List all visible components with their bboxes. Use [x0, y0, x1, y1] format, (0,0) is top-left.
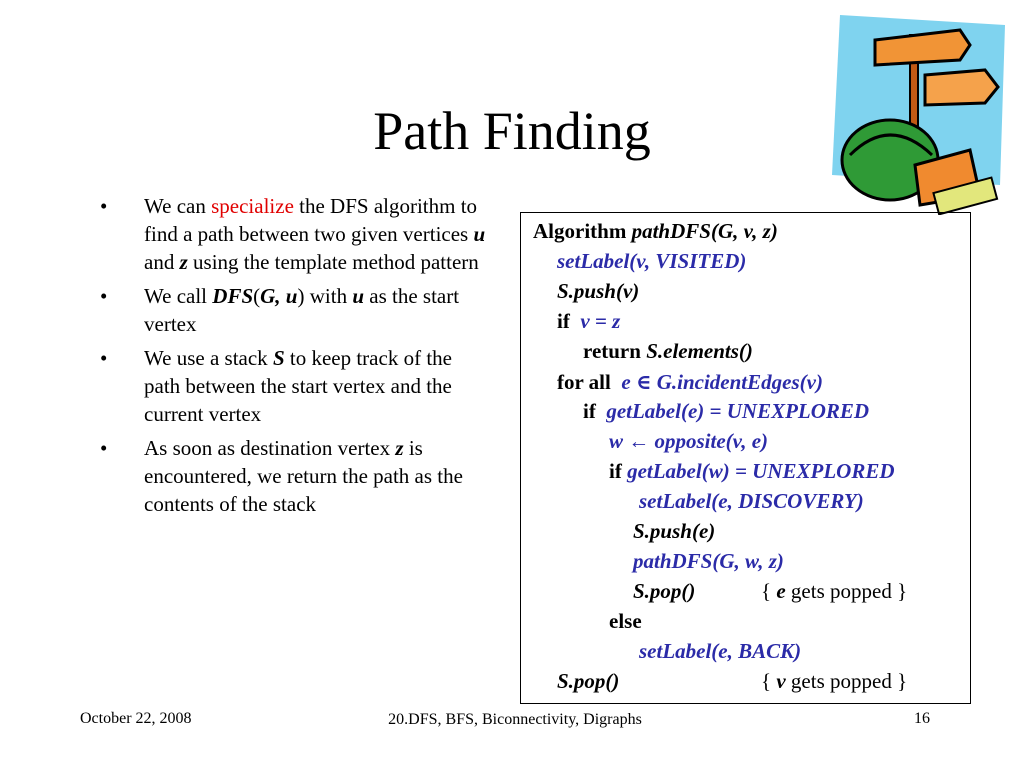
algo-line: Algorithm pathDFS(G, v, z): [533, 219, 778, 243]
algo-line: setLabel(e, BACK): [639, 639, 802, 663]
algo-line: if v = z: [557, 309, 621, 333]
footer-date: October 22, 2008: [80, 710, 192, 727]
algo-line: S.push(e): [633, 519, 716, 543]
algo-line: S.pop(): [557, 669, 620, 693]
bullet-item: • We call DFS(G, u) with u as the start vertex: [100, 284, 460, 336]
algo-line: else: [609, 609, 642, 633]
algo-line: setLabel(v, VISITED): [557, 249, 747, 273]
bullet-list: [100, 192, 490, 524]
algo-line: if getLabel(w) = UNEXPLORED: [609, 459, 895, 483]
algo-line: for all e ∈ G.incidentEdges(v): [557, 370, 823, 394]
algorithm-box: [520, 212, 971, 704]
bullet-item: • As soon as destination vertex z is encountered, we return the path as the contents of the stack: [100, 436, 463, 516]
footer-course: 20.DFS, BFS, Biconnectivity, Digraphs: [388, 711, 642, 728]
signpost-backpack-clipart: [820, 15, 1010, 215]
algo-line: S.push(v): [557, 279, 640, 303]
algo-line: if getLabel(e) = UNEXPLORED: [583, 399, 870, 423]
algo-line: setLabel(e, DISCOVERY): [639, 489, 864, 513]
footer-page-number: 16: [914, 710, 930, 727]
algo-comment: { v gets popped }: [761, 669, 908, 693]
algo-line: return S.elements(): [583, 339, 753, 363]
bullet-item: • We can specialize the DFS algorithm to find a path between two given vertices u and z using the template method pattern: [100, 194, 486, 274]
algo-line: S.pop(): [633, 579, 696, 603]
algo-line: pathDFS(G, w, z): [633, 549, 784, 573]
algo-comment: { e gets popped }: [761, 579, 908, 603]
bullet-item: • We use a stack S to keep track of the path between the start vertex and the current vertex: [100, 346, 452, 426]
highlight-word: specialize: [211, 194, 294, 218]
algo-line: w ← opposite(v, e): [609, 429, 769, 453]
slide-title: Path Finding: [373, 101, 651, 161]
